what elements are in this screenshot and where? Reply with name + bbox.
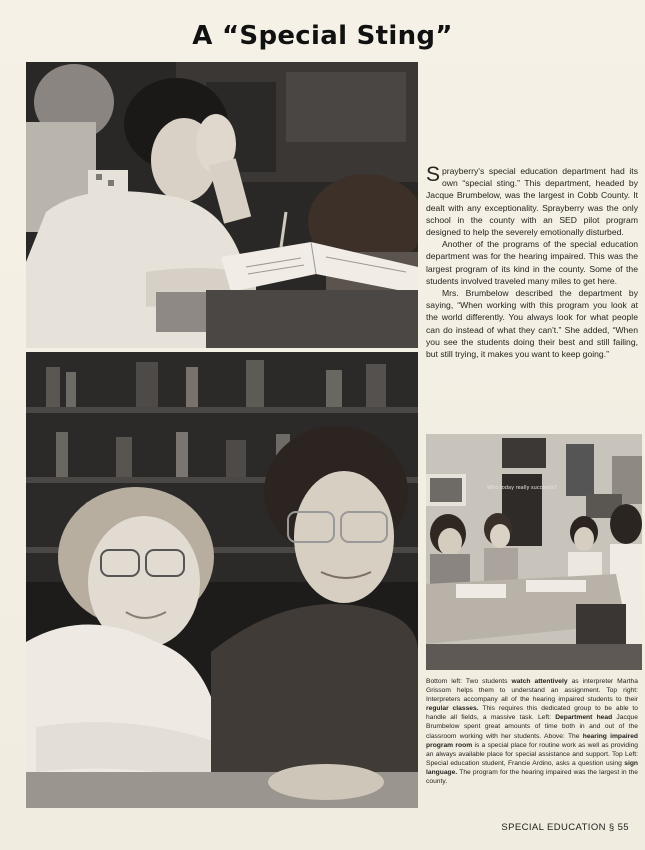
photo-captions — [426, 677, 638, 786]
caption-highlight: sign language. — [426, 759, 638, 776]
caption-highlight: watch attentively — [511, 678, 568, 685]
article-paragraph-1 — [426, 165, 638, 238]
caption-text: as interpreter Martha Grissom helps them to understand an assignment. Top right: Interpreters accompany all of the hearing impaired students to their — [426, 678, 638, 704]
caption-text: is a special place for routine work as well as providing an always available place for special assistance and support. Top Left: Special education student, Francie Ardino, asks a question using — [426, 741, 639, 767]
caption-text: Jacque Brumbelow spent great amounts of time both in and out of the classroom working with her students. Above: The — [426, 714, 638, 740]
article-paragraph-3: Mrs. Brumbelow described the department by saying, “When working with this program you look at the world differently. You always look for what people can do instead of what they can't.” She added, “When you see the students doing their best and still failing, but still trying, it makes you want to keep going.” — [426, 288, 638, 360]
photo-teacher-at-desk — [26, 62, 418, 348]
photo-two-women-image — [26, 352, 418, 808]
article-paragraph-1-text: prayberry's special education department had its own “special sting.” This department, headed by Jacque Brumbelow, was the largest in Cobb County. It dealt with any exceptionality. Sprayberry was the only school in the county with an SED pilot program designed to help the severely emotionally disturbed. — [426, 166, 638, 238]
caption-text: This requires this dedicated group to be able to handle all fields, a massive task. Left: — [426, 705, 638, 722]
caption-highlight: regular classes. — [426, 705, 479, 713]
photo-hearing-impaired-room-image — [426, 434, 642, 670]
caption-highlight: Department head — [555, 714, 613, 722]
caption-highlight: hearing impaired program room — [426, 732, 638, 749]
poster-text: Who today really succeeds? — [487, 485, 557, 491]
caption-text: The program for the hearing impaired was the largest in the county. — [426, 768, 638, 786]
dropcap-letter: S — [426, 163, 441, 186]
article-text — [426, 165, 638, 360]
caption-text: Bottom left: Two students — [426, 678, 512, 685]
photo-two-women — [26, 352, 418, 808]
page-title: A “Special Sting” — [192, 21, 453, 51]
photo-teacher-at-desk-image — [26, 62, 418, 348]
page-footer: SPECIAL EDUCATION § 55 — [501, 822, 629, 833]
article-paragraph-2: Another of the programs of the special education department was for the hearing impaired. This was the largest program of its kind in the county. Some of the students involved traveled many miles to get here. — [426, 239, 638, 286]
photo-hearing-impaired-room — [426, 434, 642, 670]
